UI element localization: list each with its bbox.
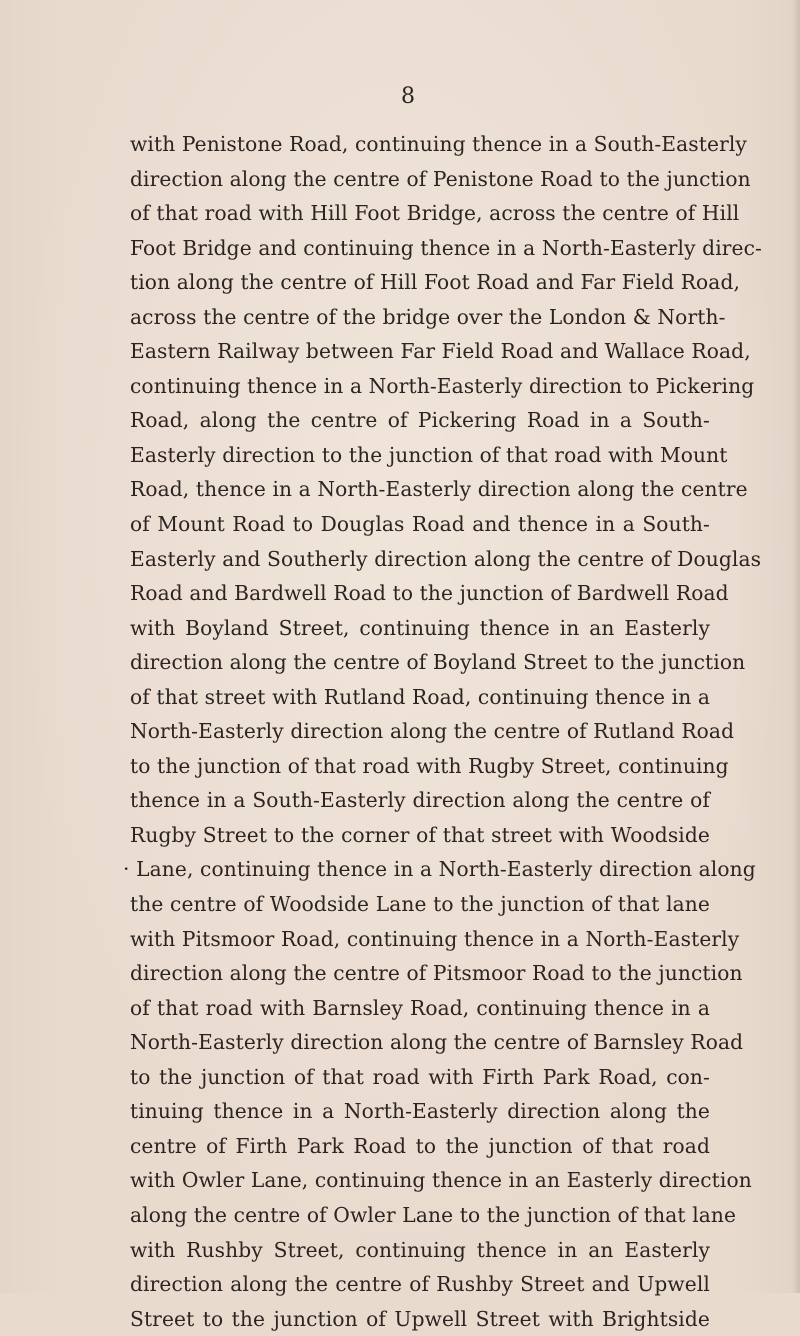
text-line: of that road with Hill Foot Bridge, across the centre of Hill [130,201,740,226]
text-line: North-Easterly direction along the centre of Barnsley Road [130,1030,744,1055]
text-line: Road, along the centre of Pickering Road in a South- [130,408,710,433]
text-line: Eastern Railway between Far Field Road and Wallace Road, [130,339,751,364]
text-line: Foot Bridge and continuing thence in a North-Easterly direc- [130,235,762,260]
text-line: Easterly direction to the junction of that road with Mount [130,442,728,467]
page-number: 8 [401,84,415,109]
text-line: across the centre of the bridge over the London & North- [130,304,726,329]
text-line: with Boyland Street, continuing thence in an Easterly [130,615,710,640]
text-line: direction along the centre of Boyland Street to the junction [130,650,746,675]
text-line: continuing thence in a North-Easterly direction to Pickering [130,373,755,398]
text-line: · Lane, continuing thence in a North-Easterly direction along [123,857,756,882]
text-line: with Owler Lane, continuing thence in an Easterly direction [130,1168,752,1193]
page-edge-shadow [792,0,800,1293]
text-line: to the junction of that road with Firth Park Road, con- [130,1064,710,1089]
body-paragraph [123,127,762,1336]
text-line: along the centre of Owler Lane to the junction of that lane [130,1202,737,1227]
text-line: Easterly and Southerly direction along the centre of Douglas [130,546,762,571]
text-line: with Rushby Street, continuing thence in an Easterly [130,1237,710,1262]
text-line: with Penistone Road, continuing thence in a South-Easterly [130,132,747,156]
text-line: with Pitsmoor Road, continuing thence in a North-Easterly [130,926,740,951]
text-line: Rugby Street to the corner of that street with Woodside [130,822,710,847]
text-line: of Mount Road to Douglas Road and thence in a South- [130,512,710,537]
text-line: direction along the centre of Pitsmoor Road to the junction [130,961,743,986]
text-line: direction along the centre of Rushby Street and Upwell [130,1272,710,1297]
text-line: of that street with Rutland Road, continuing thence in a [130,684,711,709]
text-line: Road, thence in a North-Easterly direction along the centre [130,477,748,502]
text-line: direction along the centre of Penistone Road to the junction [130,166,751,191]
text-line: centre of Firth Park Road to the junction of that road [130,1133,710,1158]
text-line: Road and Bardwell Road to the junction of Bardwell Road [130,581,729,606]
text-line: tinuing thence in a North-Easterly direction along the [130,1099,710,1124]
text-line: North-Easterly direction along the centre of Rutland Road [130,719,735,744]
text-line: Street to the junction of Upwell Street with Brightside [130,1306,710,1331]
text-line: thence in a South-Easterly direction along the centre of [130,788,710,813]
text-line: the centre of Woodside Lane to the junction of that lane [130,892,710,917]
text-line: tion along the centre of Hill Foot Road and Far Field Road, [130,270,741,295]
text-line: to the junction of that road with Rugby Street, continuing [130,753,729,778]
text-line: of that road with Barnsley Road, continuing thence in a [130,995,710,1020]
